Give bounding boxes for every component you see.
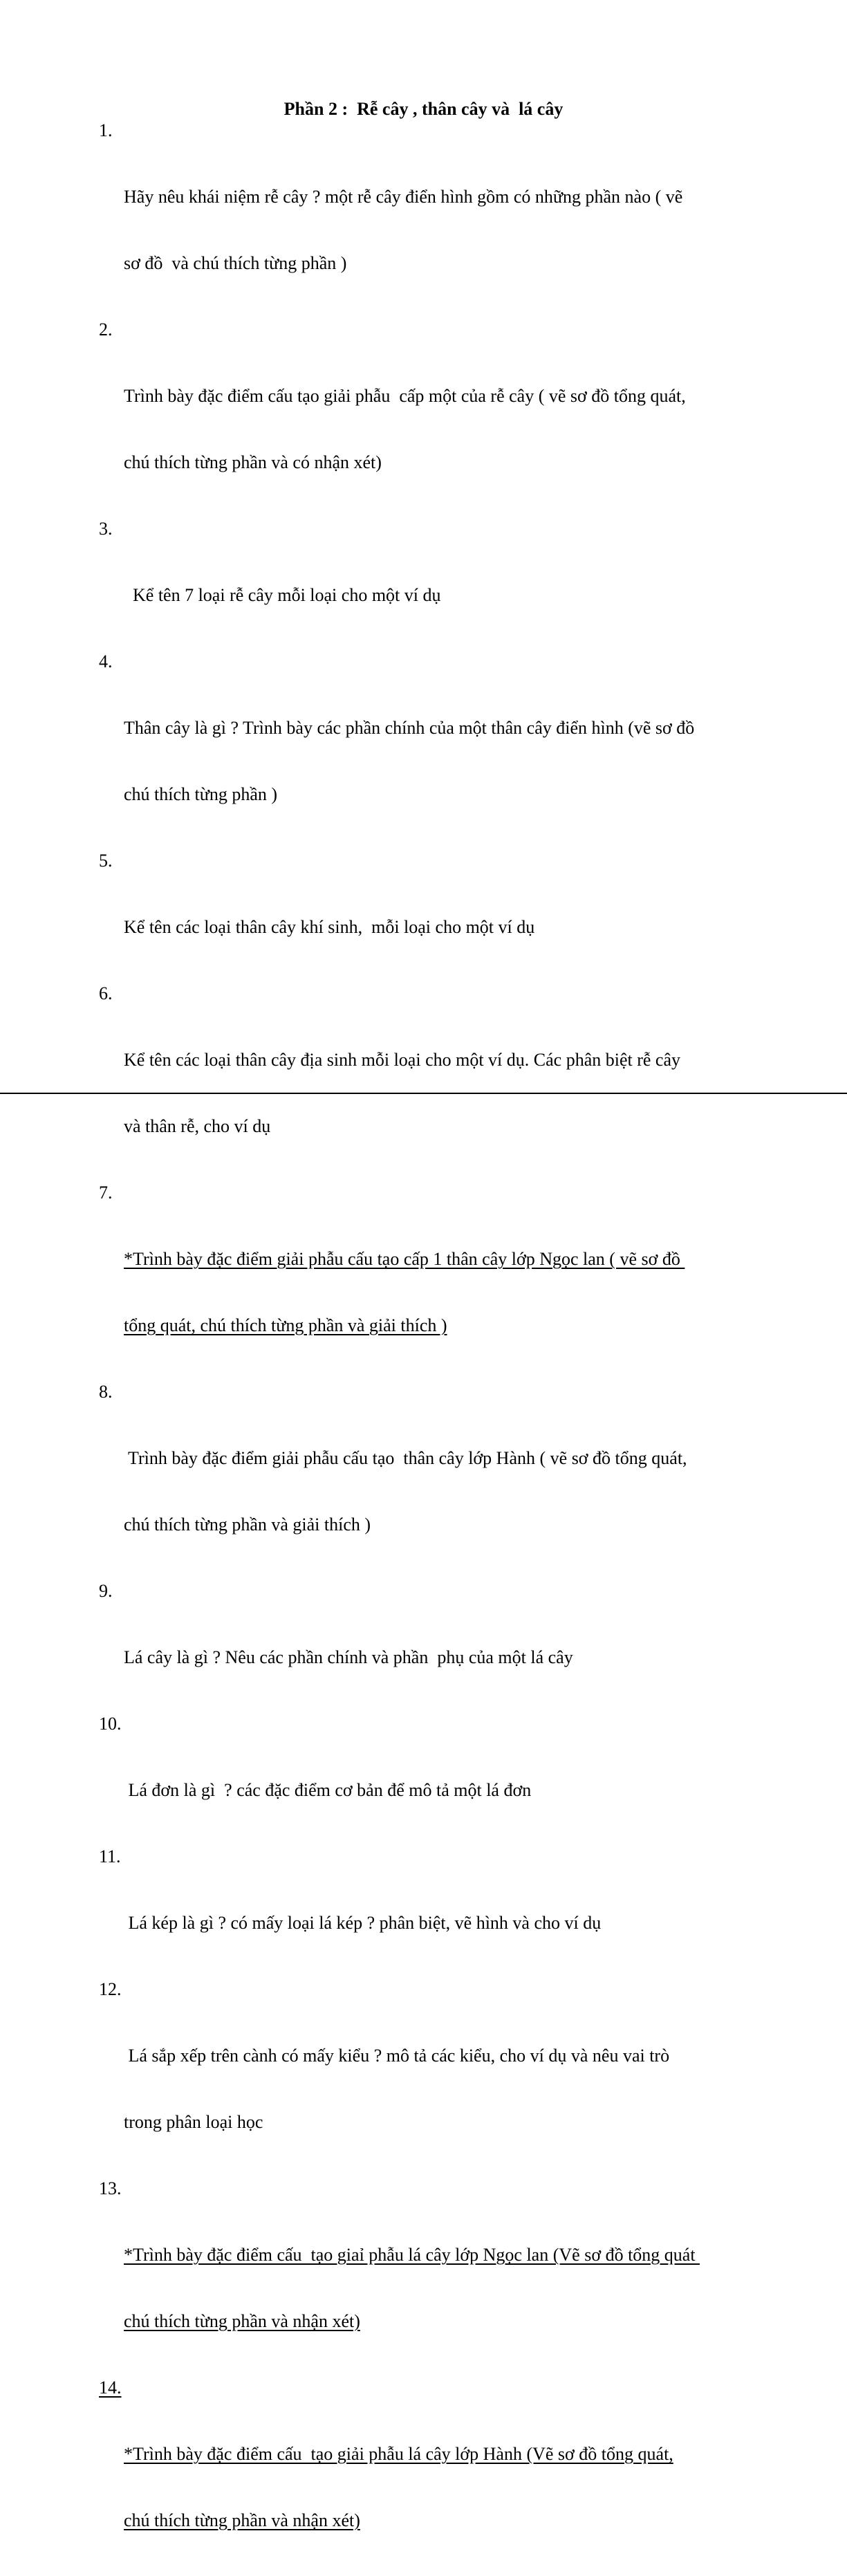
list-item	[99, 1182, 749, 1381]
item-line: *Trình bày đặc điểm giải phẫu cấu tạo cấp 1 thân cây lớp Ngọc lan ( vẽ sơ đồ	[124, 1249, 685, 1269]
item-line: chú thích từng phần và có nhận xét)	[124, 452, 382, 472]
item-number: 14.	[99, 2378, 122, 2398]
list-item	[99, 2377, 749, 2576]
item-line: Lá sắp xếp trên cành có mấy kiểu ? mô tả các kiểu, cho ví dụ và nêu vai trò	[124, 2046, 670, 2066]
list-item	[99, 120, 749, 319]
item-line: *Trình bày đặc điểm cấu tạo giaỉ phẫu lá cây lớp Ngọc lan (Vẽ sơ đồ tổng quát	[124, 2245, 700, 2265]
item-line: Thân cây là gì ? Trình bày các phần chính của một thân cây điển hình (vẽ sơ đồ	[124, 718, 695, 738]
item-line: sơ đồ và chú thích từng phần )	[124, 253, 347, 273]
list-item	[99, 319, 749, 518]
item-number: 1.	[99, 120, 113, 140]
item-line: Hãy nêu khái niệm rễ cây ? một rễ cây điển hình gồm có những phần nào ( vẽ	[124, 187, 683, 207]
item-number: 4.	[99, 651, 113, 671]
list-item	[99, 2178, 749, 2377]
item-line: chú thích từng phần )	[124, 784, 278, 804]
item-number: 13.	[99, 2178, 122, 2198]
list-item	[99, 518, 749, 651]
list-item	[99, 1846, 749, 1979]
item-number: 9.	[99, 1581, 113, 1601]
item-line: Trình bày đặc điểm giải phẫu cấu tạo thân cây lớp Hành ( vẽ sơ đồ tổng quát,	[124, 1448, 687, 1468]
item-number: 6.	[99, 983, 113, 1003]
item-number: 2.	[99, 319, 113, 340]
item-number: 10.	[99, 1714, 122, 1734]
item-line: chú thích từng phần và nhận xét)	[124, 2510, 360, 2530]
list-item	[99, 850, 749, 983]
item-number: 5.	[99, 851, 113, 871]
list-item	[99, 651, 749, 850]
item-line: và thân rễ, cho ví dụ	[124, 1116, 271, 1136]
item-line: Lá kép là gì ? có mấy loại lá kép ? phân biệt, vẽ hình và cho ví dụ	[124, 1913, 602, 1933]
item-line: Kể tên các loại thân cây địa sinh mỗi loại cho một ví dụ. Các phân biệt rễ cây	[124, 1050, 681, 1070]
item-line: Kể tên 7 loại rễ cây mỗi loại cho một ví dụ	[124, 585, 441, 605]
list-item	[99, 983, 749, 1182]
item-line: Lá cây là gì ? Nêu các phần chính và phần phụ của một lá cây	[124, 1647, 573, 1667]
item-line: Trình bày đặc điểm cấu tạo giải phẫu cấp một của rễ cây ( vẽ sơ đồ tổng quát,	[124, 386, 686, 406]
list-item	[99, 1580, 749, 1713]
item-number: 11.	[99, 1846, 121, 1866]
item-line: Lá đơn là gì ? các đặc điểm cơ bản để mô tả một lá đơn	[124, 1780, 532, 1800]
item-number: 8.	[99, 1382, 113, 1402]
list-item	[99, 1381, 749, 1580]
item-number: 7.	[99, 1183, 113, 1203]
page-bottom-border	[0, 1093, 847, 1094]
list-item	[99, 1713, 749, 1846]
item-line: chú thích từng phần và nhận xét)	[124, 2311, 360, 2331]
list-item	[99, 1979, 749, 2178]
question-list	[99, 120, 749, 2576]
item-number: 12.	[99, 1979, 122, 1999]
item-line: tổng quát, chú thích từng phần và giải thích )	[124, 1315, 447, 1335]
section-title: Phần 2 : Rễ cây , thân cây và lá cây	[283, 99, 564, 119]
item-line: *Trình bày đặc điểm cấu tạo giải phẫu lá cây lớp Hành (Vẽ sơ đồ tổng quát,	[124, 2444, 673, 2464]
item-number: 3.	[99, 519, 113, 539]
item-line: Kể tên các loại thân cây khí sinh, mỗi loại cho một ví dụ	[124, 917, 535, 937]
item-line: chú thích từng phần và giải thích )	[124, 1514, 371, 1535]
item-line: trong phân loại học	[124, 2112, 263, 2132]
